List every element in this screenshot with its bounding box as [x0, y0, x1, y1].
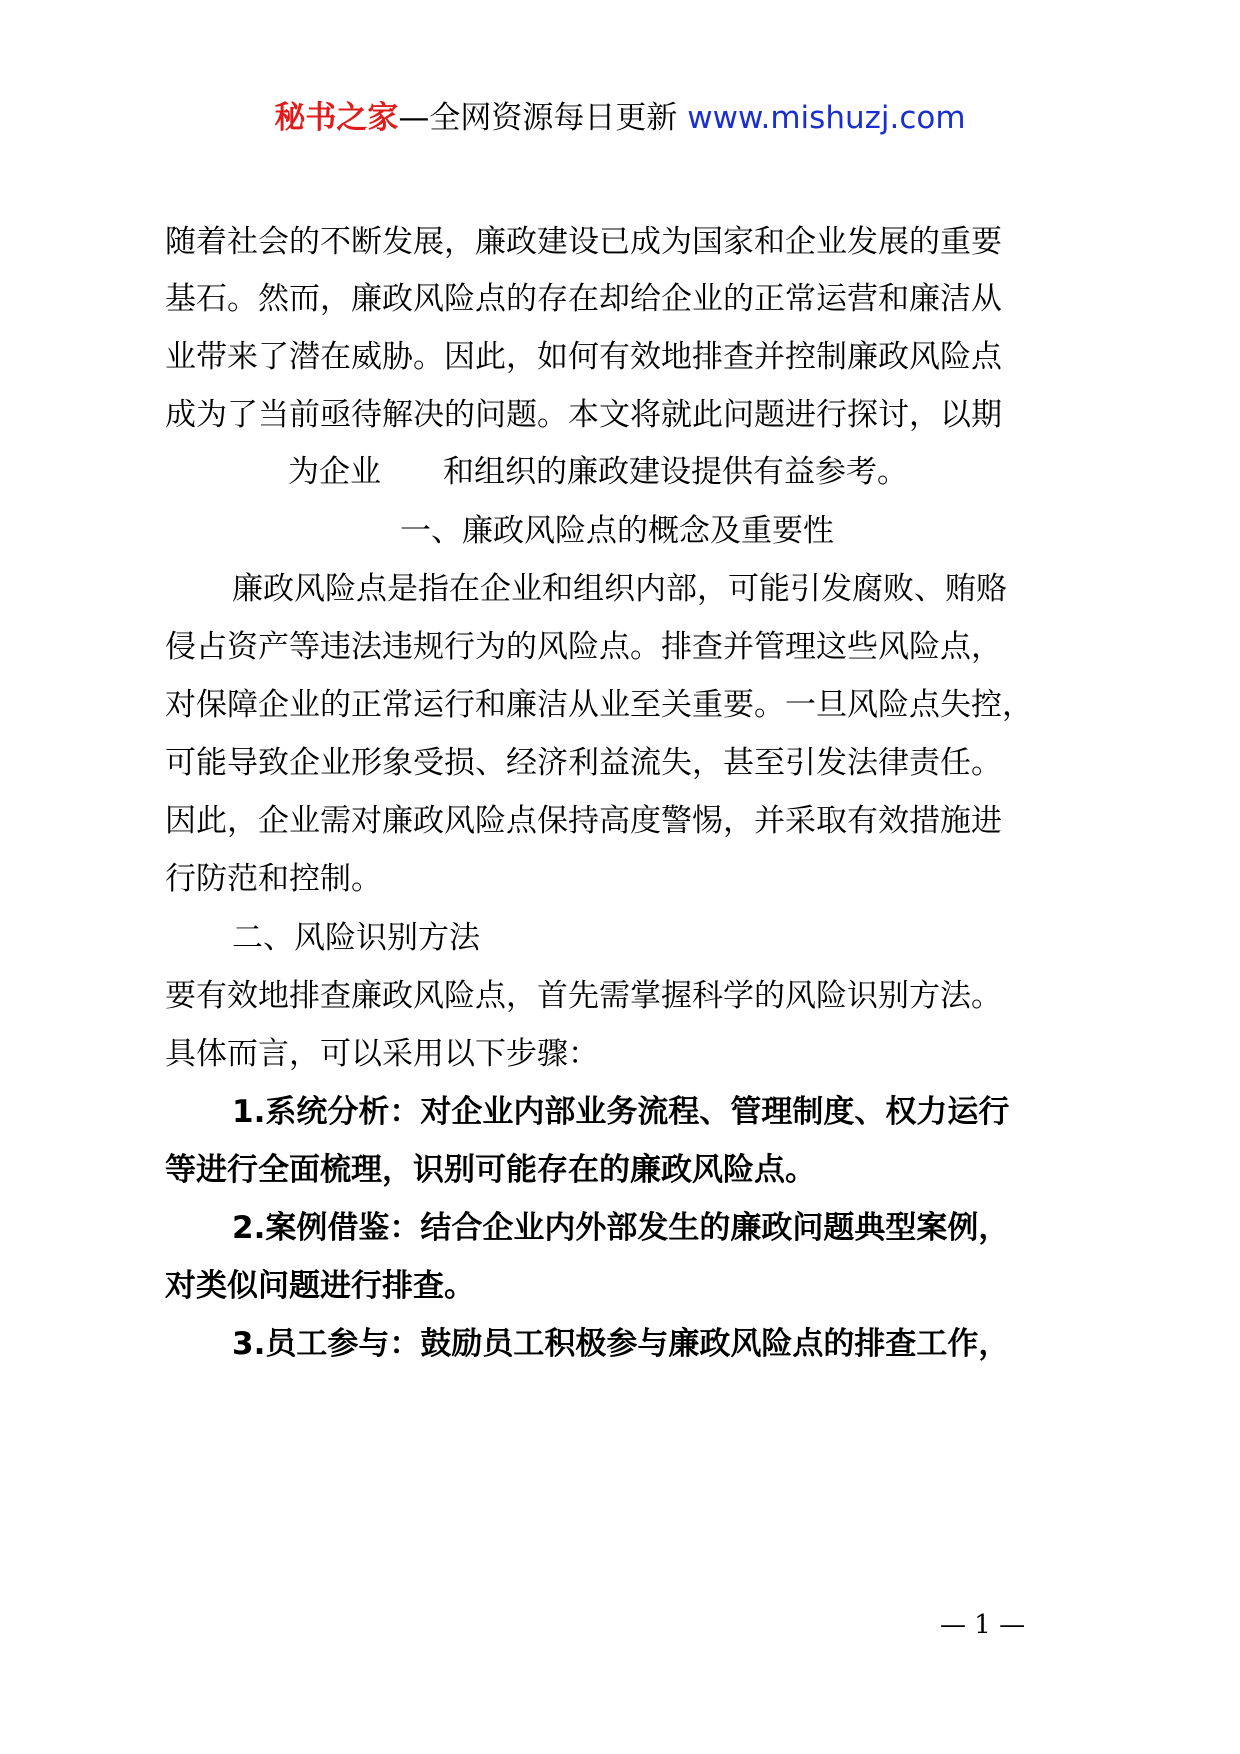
- brand-name: 秘书之家: [274, 100, 399, 136]
- header-tagline: —全网资源每日更新: [398, 100, 688, 136]
- section-2-line: 要有效地排查廉政风险点，首先需掌握科学的风险识别方法。: [165, 978, 1002, 1014]
- step-1-line: 1.系统分析：对企业内部业务流程、管理制度、权力运行: [232, 1094, 1010, 1130]
- intro-line-3: 业带来了潜在威胁。因此，如何有效地排查并控制廉政风险点: [165, 339, 1002, 375]
- step-1-line: 等进行全面梳理，识别可能存在的廉政风险点。: [165, 1152, 816, 1188]
- section-2-line: 具体而言，可以采用以下步骤：: [165, 1036, 599, 1072]
- section-2-heading: 二、风险识别方法: [232, 920, 480, 956]
- section-1-heading: 一、廉政风险点的概念及重要性: [400, 513, 834, 549]
- page-number: — 1 —: [940, 1610, 1026, 1640]
- site-header: [0, 96, 1240, 140]
- step-3-line: 3.员工参与：鼓励员工积极参与廉政风险点的排查工作，: [232, 1326, 1010, 1362]
- step-2-line: 2.案例借鉴：结合企业内外部发生的廉政问题典型案例，: [232, 1210, 1010, 1246]
- intro-line-5: 为企业 和组织的廉政建设提供有益参考。: [288, 454, 908, 490]
- section-1-line: 因此，企业需对廉政风险点保持高度警惕，并采取有效措施进: [165, 803, 1002, 839]
- step-2-line: 对类似问题进行排查。: [165, 1268, 475, 1304]
- intro-line-1: 随着社会的不断发展，廉政建设已成为国家和企业发展的重要: [165, 224, 1002, 260]
- site-url-link[interactable]: www.mishuzj.com: [687, 100, 966, 136]
- intro-line-2: 基石。然而，廉政风险点的存在却给企业的正常运营和廉洁从: [165, 281, 1002, 317]
- section-1-line: 侵占资产等违法违规行为的风险点。排查并管理这些风险点，: [165, 629, 1002, 665]
- section-1-line: 廉政风险点是指在企业和组织内部，可能引发腐败、贿赂: [232, 571, 1007, 607]
- intro-line-4: 成为了当前亟待解决的问题。本文将就此问题进行探讨，以期: [165, 397, 1002, 433]
- section-1-line: 行防范和控制。: [165, 861, 382, 897]
- section-1-line: 对保障企业的正常运行和廉洁从业至关重要。一旦风险点失控，: [165, 687, 1033, 723]
- section-1-line: 可能导致企业形象受损、经济利益流失，甚至引发法律责任。: [165, 745, 1002, 781]
